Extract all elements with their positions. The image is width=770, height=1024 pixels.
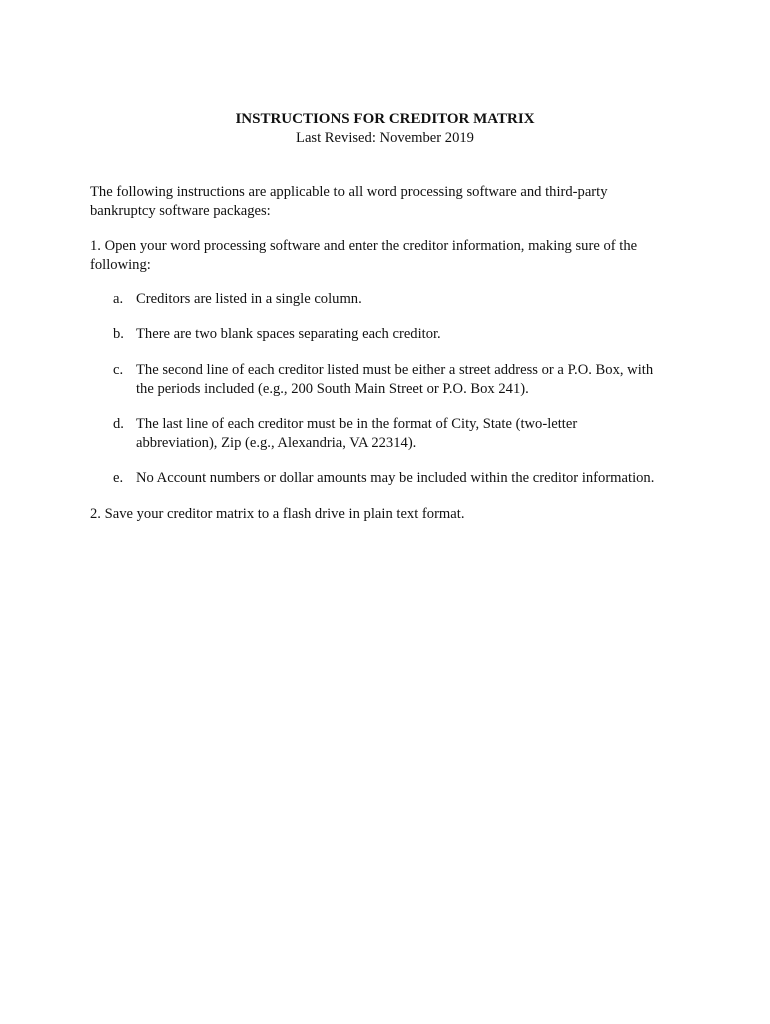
list-marker: e. — [113, 470, 124, 486]
list-item-text: No Account numbers or dollar amounts may be included within the creditor information. — [136, 470, 655, 486]
step-1-paragraph: 1. Open your word processing software and enter the creditor information, making sure of the following: — [90, 238, 638, 273]
list-marker: c. — [113, 362, 124, 378]
document-header — [0, 110, 770, 148]
list-item-text: Creditors are listed in a single column. — [136, 291, 362, 307]
intro-paragraph: The following instructions are applicable to all word processing software and third-party bankruptcy software packages: — [90, 184, 608, 219]
revision-date: Last Revised: November 2019 — [296, 130, 474, 146]
list-item-text: The last line of each creditor must be in the format of City, State (two-letter abbreviation), Zip (e.g., Alexandria, VA 22314). — [136, 416, 578, 451]
list-marker: b. — [113, 326, 124, 342]
list-marker: a. — [113, 291, 124, 307]
list-marker: d. — [113, 416, 124, 432]
list-item-text: The second line of each creditor listed must be either a street address or a P.O. Box, with the periods included (e.g., 200 South Main Street or P.O. Box 241). — [136, 362, 654, 397]
document-title: INSTRUCTIONS FOR CREDITOR MATRIX — [235, 111, 535, 127]
list-item-text: There are two blank spaces separating each creditor. — [136, 326, 441, 342]
step-2-paragraph: 2. Save your creditor matrix to a flash drive in plain text format. — [90, 506, 465, 522]
